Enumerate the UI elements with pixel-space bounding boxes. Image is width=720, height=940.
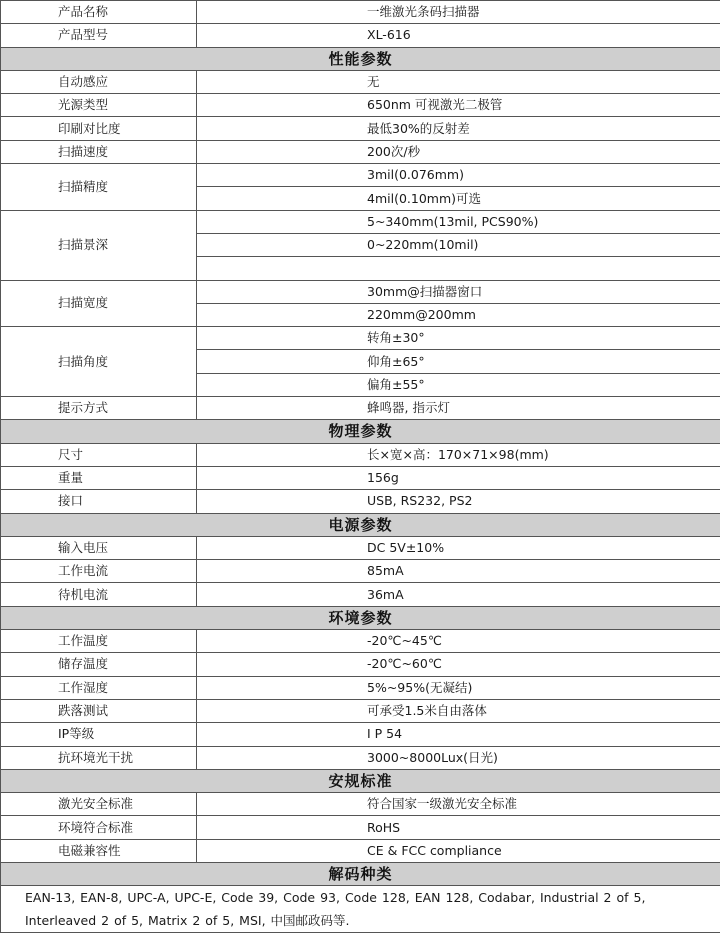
table-row [1, 466, 720, 489]
row-label: 扫描精度 [1, 164, 197, 211]
table-row [1, 886, 720, 933]
section-title: 解码种类 [1, 862, 720, 885]
section-header [1, 606, 720, 629]
row-value: 最低30%的反射差 [197, 117, 720, 140]
row-label: 扫描景深 [1, 210, 197, 280]
row-label: 扫描宽度 [1, 280, 197, 327]
row-label: 提示方式 [1, 397, 197, 420]
section-title: 安规标准 [1, 769, 720, 792]
row-value: -20℃~45℃ [197, 630, 720, 653]
section-title: 性能参数 [1, 47, 720, 70]
row-label: 储存温度 [1, 653, 197, 676]
table-row [1, 327, 720, 350]
table-row [1, 280, 720, 303]
table-row [1, 723, 720, 746]
table-row [1, 746, 720, 769]
row-label: 产品名称 [1, 1, 197, 24]
section-title: 电源参数 [1, 513, 720, 536]
table-row [1, 1, 720, 24]
row-value: 长×宽×高：170×71×98(mm) [197, 443, 720, 466]
row-value: 4mil(0.10mm)可选 [197, 187, 720, 210]
row-label: IP等级 [1, 723, 197, 746]
row-value: 3000~8000Lux(日光) [197, 746, 720, 769]
row-value: RoHS [197, 816, 720, 839]
row-label: 工作电流 [1, 560, 197, 583]
row-value: -20℃~60℃ [197, 653, 720, 676]
table-row [1, 210, 720, 233]
row-label: 待机电流 [1, 583, 197, 606]
row-label: 接口 [1, 490, 197, 513]
row-label: 尺寸 [1, 443, 197, 466]
row-value: 0~220mm(10mil) [197, 233, 720, 256]
row-label: 输入电压 [1, 536, 197, 559]
decoding-types-text: EAN-13, EAN-8, UPC-A, UPC-E, Code 39, Code 93, Code 128, EAN 128, Codabar, Industrial 2 of 5, Interleaved 2 of 5, Matrix 2 of 5, MSI, 中国邮政码等. [1, 886, 720, 933]
row-label: 抗环境光干扰 [1, 746, 197, 769]
table-row [1, 699, 720, 722]
row-value: 200次/秒 [197, 140, 720, 163]
row-label: 电磁兼容性 [1, 839, 197, 862]
section-header [1, 47, 720, 70]
table-row [1, 630, 720, 653]
table-row [1, 443, 720, 466]
row-value [197, 257, 720, 280]
row-value: 蜂鸣器, 指示灯 [197, 397, 720, 420]
row-value: USB, RS232, PS2 [197, 490, 720, 513]
row-label: 激光安全标准 [1, 793, 197, 816]
table-row [1, 583, 720, 606]
row-value: 36mA [197, 583, 720, 606]
row-value: 5%~95%(无凝结) [197, 676, 720, 699]
section-header [1, 420, 720, 443]
row-value: 可承受1.5米自由落体 [197, 699, 720, 722]
section-header [1, 862, 720, 885]
table-row [1, 117, 720, 140]
row-value: 220mm@200mm [197, 303, 720, 326]
row-label: 跌落测试 [1, 699, 197, 722]
row-value: 偏角±55° [197, 373, 720, 396]
row-value: XL-616 [197, 24, 720, 47]
row-label: 扫描速度 [1, 140, 197, 163]
section-header [1, 513, 720, 536]
table-row [1, 536, 720, 559]
row-value: 转角±30° [197, 327, 720, 350]
section-title: 环境参数 [1, 606, 720, 629]
table-row [1, 397, 720, 420]
row-label: 印刷对比度 [1, 117, 197, 140]
table-row [1, 560, 720, 583]
row-value: I P 54 [197, 723, 720, 746]
row-value: 85mA [197, 560, 720, 583]
section-header [1, 769, 720, 792]
row-label: 工作温度 [1, 630, 197, 653]
table-row [1, 24, 720, 47]
row-label: 产品型号 [1, 24, 197, 47]
table-row [1, 490, 720, 513]
section-title: 物理参数 [1, 420, 720, 443]
row-value: 无 [197, 70, 720, 93]
row-label: 自动感应 [1, 70, 197, 93]
row-value: 一维激光条码扫描器 [197, 1, 720, 24]
row-label: 重量 [1, 466, 197, 489]
row-label: 环境符合标准 [1, 816, 197, 839]
table-row [1, 839, 720, 862]
table-row [1, 140, 720, 163]
row-label: 工作湿度 [1, 676, 197, 699]
table-row [1, 70, 720, 93]
row-value: 3mil(0.076mm) [197, 164, 720, 187]
row-value: 650nm 可视激光二极管 [197, 94, 720, 117]
row-value: 仰角±65° [197, 350, 720, 373]
row-label: 扫描角度 [1, 327, 197, 397]
table-row [1, 94, 720, 117]
row-value: 符合国家一级激光安全标准 [197, 793, 720, 816]
row-value: DC 5V±10% [197, 536, 720, 559]
table-row [1, 816, 720, 839]
table-row [1, 653, 720, 676]
row-value: CE & FCC compliance [197, 839, 720, 862]
row-value: 156g [197, 466, 720, 489]
table-row [1, 793, 720, 816]
table-row [1, 164, 720, 187]
row-value: 5~340mm(13mil, PCS90%) [197, 210, 720, 233]
row-label: 光源类型 [1, 94, 197, 117]
row-value: 30mm@扫描器窗口 [197, 280, 720, 303]
table-row [1, 676, 720, 699]
